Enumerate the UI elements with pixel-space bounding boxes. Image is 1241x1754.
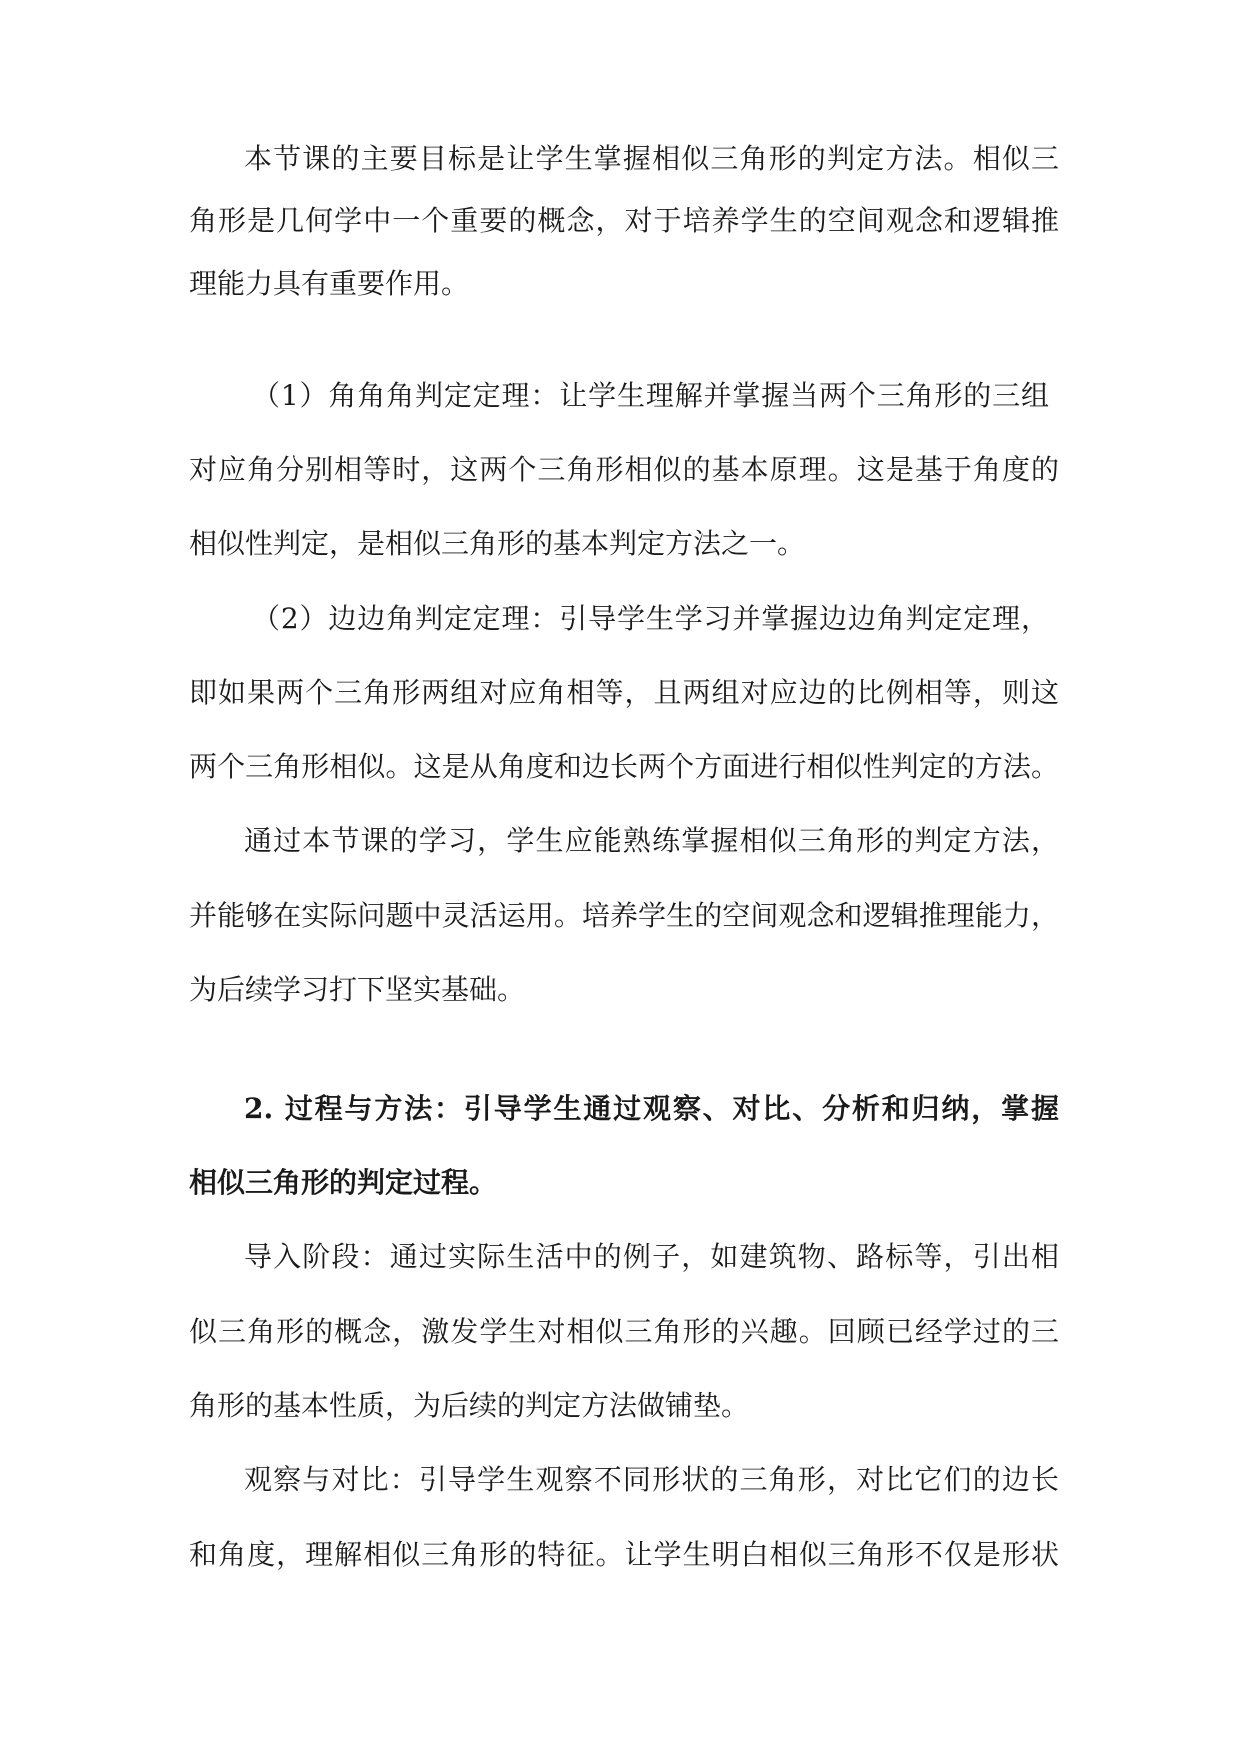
paragraph-4-line-3: 为后续学习打下坚实基础。 [189, 973, 526, 1006]
paragraph-1-line-1: 本节课的主要目标是让学生掌握相似三角形的判定方法。相似三 [244, 142, 1059, 175]
paragraph-2-line-2: 对应角分别相等时，这两个三角形相似的基本原理。这是基于角度的 [189, 453, 1059, 486]
section-heading-line-2: 相似三角形的判定过程。 [189, 1166, 498, 1199]
paragraph-2-line-1: （1）角角角判定定理：让学生理解并掌握当两个三角形的三组 [252, 379, 1049, 412]
section-heading-line-1: 2. 过程与方法：引导学生通过观察、对比、分析和归纳，掌握 [244, 1092, 1059, 1125]
paragraph-5-line-3: 角形的基本性质，为后续的判定方法做铺垫。 [189, 1389, 750, 1422]
paragraph-3-line-1: （2）边边角判定定理：引导学生学习并掌握边边角判定定理， [252, 602, 1049, 635]
paragraph-6-line-2: 和角度，理解相似三角形的特征。让学生明白相似三角形不仅是形状 [189, 1538, 1059, 1571]
paragraph-5-line-2: 似三角形的概念，激发学生对相似三角形的兴趣。回顾已经学过的三 [189, 1315, 1059, 1348]
paragraph-3-line-2: 即如果两个三角形两组对应角相等，且两组对应边的比例相等，则这 [189, 676, 1059, 709]
paragraph-1-line-2: 角形是几何学中一个重要的概念，对于培养学生的空间观念和逻辑推 [189, 204, 1059, 237]
paragraph-3-line-3: 两个三角形相似。这是从角度和边长两个方面进行相似性判定的方法。 [189, 750, 1059, 783]
paragraph-4-line-2: 并能够在实际问题中灵活运用。培养学生的空间观念和逻辑推理能力， [189, 899, 1059, 932]
paragraph-6-line-1: 观察与对比：引导学生观察不同形状的三角形，对比它们的边长 [244, 1463, 1059, 1496]
paragraph-1-line-3: 理能力具有重要作用。 [189, 267, 470, 300]
paragraph-2-line-3: 相似性判定，是相似三角形的基本判定方法之一。 [189, 527, 806, 560]
paragraph-4-line-1: 通过本节课的学习，学生应能熟练掌握相似三角形的判定方法， [244, 824, 1059, 857]
paragraph-5-line-1: 导入阶段：通过实际生活中的例子，如建筑物、路标等，引出相 [244, 1240, 1059, 1273]
